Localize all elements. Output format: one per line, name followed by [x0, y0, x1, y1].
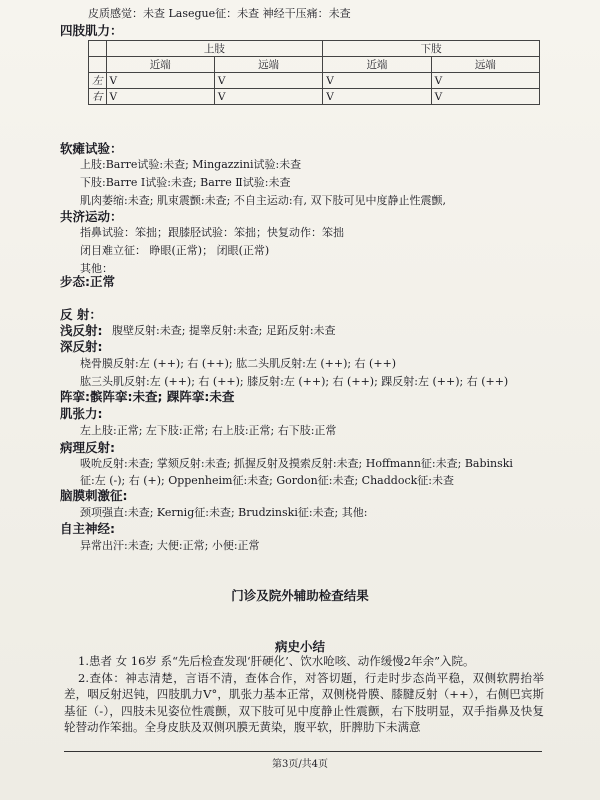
paralysis-line-2: 下肢:Barre Ⅰ试验:未查; Barre Ⅱ试验:未查 — [80, 176, 291, 189]
coordination-line-2: 闭目难立征： 睁眼(正常)； 闭眼(正常) — [80, 244, 270, 257]
page-number: 第3页/共4页 — [271, 759, 329, 770]
gait-line: 步态:正常 — [60, 274, 115, 289]
footer-divider — [64, 751, 542, 752]
paralysis-heading: 软瘫试验： — [60, 141, 123, 156]
meningeal-line: 颈项强直:未查; Kernig征:未查; Brudzinski征:未查; 其他: — [80, 506, 368, 519]
side-left: 左 — [89, 73, 107, 89]
summary-body — [64, 653, 544, 736]
aux-exam-title: 门诊及院外辅助检查结果 — [231, 588, 369, 603]
tone-line: 左上肢:正常; 左下肢:正常; 右上肢:正常; 右下肢:正常 — [80, 424, 337, 437]
deep-reflex-line-1: 桡骨膜反射:左 (++); 右 (++); 肱二头肌反射:左 (++); 右 (++) — [80, 357, 397, 370]
superficial-reflex-line: 腹壁反射:未查; 提睾反射:未查; 足跖反射:未查 — [112, 324, 336, 337]
clonus-line: 阵挛:髌阵挛:未查; 踝阵挛:未查 — [60, 389, 235, 404]
cell-value: V — [323, 73, 431, 89]
paralysis-line-1: 上肢:Barre试验:未查; Mingazzini试验:未查 — [80, 158, 302, 171]
cell-value: V — [214, 89, 322, 105]
coordination-line-1: 指鼻试验：笨拙；跟膝胫试验：笨拙；快复动作：笨拙 — [80, 226, 344, 239]
limb-strength-heading: 四肢肌力： — [60, 23, 123, 38]
pathologic-line-2: 征:左 (-); 右 (+); Oppenheim征:未查; Gordon征:未查; Chaddock征:未查 — [80, 474, 454, 487]
cell-value: V — [106, 89, 214, 105]
summary-paragraph-1: 1.患者 女 16岁 系“先后检查发现‘肝硬化’、饮水呛咳、动作缓慢2年余”入院。 — [78, 654, 475, 668]
cell-value: V — [323, 89, 431, 105]
coordination-heading: 共济运动： — [60, 209, 123, 224]
autonomic-line: 异常出汗:未查; 大便:正常; 小便:正常 — [80, 539, 260, 552]
reflex-heading: 反 射： — [60, 307, 102, 322]
limb-strength-table — [88, 40, 540, 105]
coordination-line-3: 其他： — [80, 262, 113, 275]
cell-value: V — [431, 89, 539, 105]
upper-distal-header: 远端 — [214, 57, 322, 73]
table-row — [89, 89, 540, 105]
summary-paragraph-2: 2.查体：神志清楚，言语不清，查体合作，对答切题，行走时步态尚平稳，双侧软腭抬举差，咽反射迟钝，四肢肌力Ⅴ°，肌张力基本正常，双侧桡骨膜、膝腱反射（++），右侧巴宾斯基征（-），四肢未见姿位性震颤，双下肢可见中度静止性震颤，右下肢明显，双手指鼻及快复轮替动作笨拙。全身皮肤及双侧巩膜无黄染，腹平软，肝脾肋下未满意 — [64, 670, 544, 734]
pathologic-heading: 病理反射: — [60, 440, 115, 455]
lower-proximal-header: 近端 — [323, 57, 431, 73]
deep-reflex-line-2: 肱三头肌反射:左 (++); 右 (++); 膝反射:左 (++); 右 (++); 踝反射:左 (++); 右 (++) — [80, 375, 509, 388]
superficial-reflex-heading: 浅反射: — [60, 323, 103, 338]
cell-value: V — [431, 73, 539, 89]
top-sensory-line: 皮质感觉：未查 Lasegue征：未查 神经干压痛：未查 — [88, 7, 351, 20]
lower-distal-header: 远端 — [431, 57, 539, 73]
table-row — [89, 73, 540, 89]
paralysis-line-3: 肌肉萎缩:未查; 肌束震颤:未查; 不自主运动:有, 双下肢可见中度静止性震颤, — [80, 194, 447, 207]
summary-title: 病史小结 — [274, 639, 325, 654]
upper-proximal-header: 近端 — [106, 57, 214, 73]
table-corner — [89, 41, 107, 57]
cell-value: V — [106, 73, 214, 89]
cell-value: V — [214, 73, 322, 89]
upper-limb-header: 上肢 — [106, 41, 323, 57]
meningeal-heading: 脑膜刺激征: — [60, 488, 128, 503]
deep-reflex-heading: 深反射: — [60, 339, 103, 354]
lower-limb-header: 下肢 — [323, 41, 540, 57]
side-right: 右 — [89, 89, 107, 105]
autonomic-heading: 自主神经: — [60, 521, 115, 536]
pathologic-line-1: 吸吮反射:未查; 掌颏反射:未查; 抓握反射及摸索反射:未查; Hoffmann征:未查; Babinski — [80, 457, 513, 470]
tone-heading: 肌张力: — [60, 406, 103, 421]
table-corner-2 — [89, 57, 107, 73]
